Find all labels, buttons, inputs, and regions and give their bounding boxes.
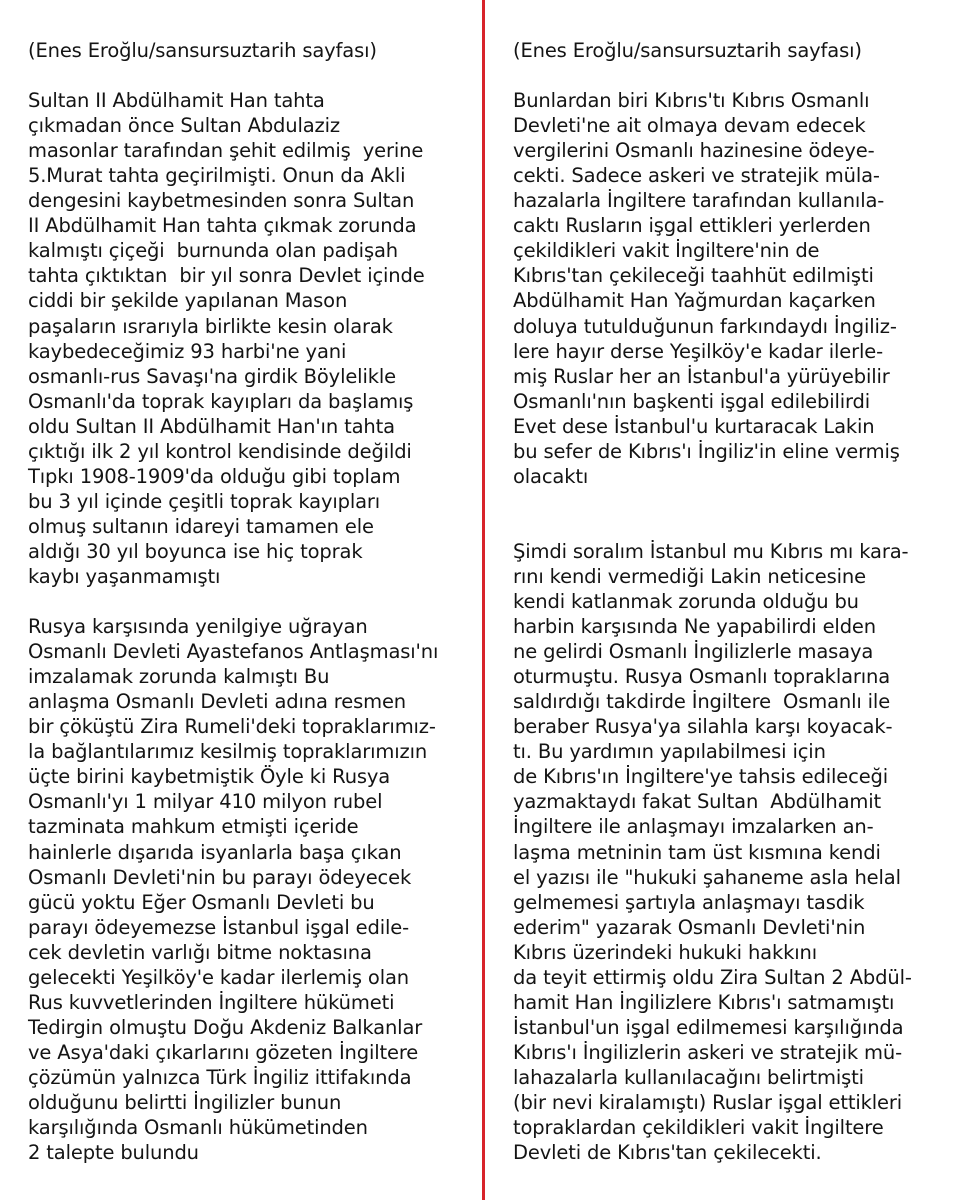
left-text-line: dengesini kaybetmesinden sonra Sultan [28, 189, 415, 213]
right-text-line: beraber Rusya'ya silahla karşı koyacak- [513, 715, 893, 739]
right-text-line: Kıbrıs üzerindeki hukuki hakkını [513, 940, 818, 964]
right-text-line [513, 489, 943, 514]
left-text-line: II Abdülhamit Han tahta çıkmak zorunda [28, 214, 417, 238]
left-text-line: imzalamak zorunda kalmıştı Bu [28, 665, 330, 689]
right-text-line: ne gelirdi Osmanlı İngilizlerle masaya [513, 640, 874, 664]
right-text-line: caktı Rusların işgal ettikleri yerlerden [513, 214, 871, 238]
right-text-line: de Kıbrıs'ın İngiltere'ye tahsis edileceği [513, 765, 889, 789]
left-text-line: Osmanlı'da toprak kayıpları da başlamış [28, 389, 414, 413]
left-text-line: ve Asya'daki çıkarlarını gözeten İngiltere [28, 1040, 419, 1064]
left-text-line: tazminata mahkum etmişti içeride [28, 815, 359, 839]
right-text-line: olacaktı [513, 464, 589, 488]
right-text-line: el yazısı ile "hukuki şahaneme asla helal [513, 865, 901, 889]
left-text-line: cek devletin varlığı bitme noktasına [28, 940, 372, 964]
right-text-line: Abdülhamit Han Yağmurdan kaçarken [513, 289, 876, 313]
column-divider [482, 0, 485, 1200]
right-text-line: Devleti'ne ait olmaya devam edecek [513, 114, 866, 138]
left-text-line: 2 talepte bulundu [28, 1141, 199, 1165]
right-column [513, 38, 943, 1165]
right-text-line: Devleti de Kıbrıs'tan çekilecekti. [513, 1141, 822, 1165]
right-text-line: hazalarla İngiltere tarafından kullanıla- [513, 189, 885, 213]
left-text-line [28, 63, 476, 88]
left-text-line: çıkmadan önce Sultan Abdulaziz [28, 114, 340, 138]
right-text-line: gelmemesi şartıyla anlaşmayı tasdik [513, 890, 865, 914]
left-body [28, 63, 476, 1165]
left-text-line: karşılığında Osmanlı hükümetinden [28, 1116, 368, 1140]
right-text-line: laşma metninin tam üst kısmına kendi [513, 840, 881, 864]
left-text-line: oldu Sultan II Abdülhamit Han'ın tahta [28, 414, 395, 438]
right-text-line: İstanbul'un işgal edilmemesi karşılığında [513, 1015, 904, 1039]
left-text-line: tahta çıktıktan bir yıl sonra Devlet içinde [28, 264, 425, 288]
right-text-line: Bunlardan biri Kıbrıs'tı Kıbrıs Osmanlı [513, 89, 870, 113]
left-text-line: 5.Murat tahta geçirilmişti. Onun da Akli [28, 164, 406, 188]
right-text-line: kendi katlanmak zorunda olduğu bu [513, 590, 859, 614]
right-text-line: harbin karşısında Ne yapabilirdi elden [513, 615, 876, 639]
right-text-line: topraklardan çekildikleri vakit İngiltere [513, 1116, 884, 1140]
right-text-line: Evet dese İstanbul'u kurtaracak Lakin [513, 414, 875, 438]
right-body [513, 63, 943, 1165]
right-text-line: çekildikleri vakit İngiltere'nin de [513, 239, 820, 263]
left-text-line: kalmıştı çiçeği burnunda olan padişah [28, 239, 398, 263]
left-text-line: aldığı 30 yıl boyunca ise hiç toprak [28, 539, 363, 563]
left-text-line: Tedirgin olmuştu Doğu Akdeniz Balkanlar [28, 1015, 423, 1039]
right-text-line: lahazalarla kullanılacağını belirtmişti [513, 1065, 864, 1089]
left-text-line: Osmanlı Devleti Ayastefanos Antlaşması'nı [28, 640, 439, 664]
left-text-line: parayı ödeyemezse İstanbul işgal edile- [28, 915, 410, 939]
right-text-line: yazmaktaydı fakat Sultan Abdülhamit [513, 790, 881, 814]
left-text-line: Tıpkı 1908-1909'da olduğu gibi toplam [28, 464, 401, 488]
right-text-line: tı. Bu yardımın yapılabilmesi için [513, 740, 826, 764]
right-text-line: lere hayır derse Yeşilköy'e kadar ilerle- [513, 339, 883, 363]
left-text-line: Osmanlı'yı 1 milyar 410 milyon rubel [28, 790, 383, 814]
right-text-line: vergilerini Osmanlı hazinesine ödeye- [513, 139, 875, 163]
right-text-line: oturmuştu. Rusya Osmanlı topraklarına [513, 665, 891, 689]
left-text-line: üçte birini kaybetmiştik Öyle ki Rusya [28, 765, 391, 789]
left-text-line: Rusya karşısında yenilgiye uğrayan [28, 615, 368, 639]
right-text-line: Kıbrıs'ı İngilizlerin askeri ve stratejik mü- [513, 1040, 902, 1064]
right-text-line: rını kendi vermediği Lakin neticesine [513, 564, 866, 588]
left-text-line: olmuş sultanın idareyi tamamen ele [28, 514, 374, 538]
right-text-line: Osmanlı'nın başkenti işgal edilebilirdi [513, 389, 871, 413]
left-text-line: paşaların ısrarıyla birlikte kesin olarak [28, 314, 393, 338]
left-header: (Enes Eroğlu/sansursuztarih sayfası) [28, 39, 377, 62]
right-text-line: İngiltere ile anlaşmayı imzalarken an- [513, 815, 874, 839]
right-text-line: miş Ruslar her an İstanbul'a yürüyebilir [513, 364, 890, 388]
left-text-line: çıktığı ilk 2 yıl kontrol kendisinde değildi [28, 439, 412, 463]
right-text-line: cekti. Sadece askeri ve stratejik müla- [513, 164, 880, 188]
left-text-line: kaybı yaşanmamıştı [28, 564, 221, 588]
left-text-line: Sultan II Abdülhamit Han tahta [28, 89, 325, 113]
left-text-line: anlaşma Osmanlı Devleti adına resmen [28, 690, 407, 714]
left-text-line: gelecekti Yeşilköy'e kadar ilerlemiş olan [28, 965, 409, 989]
right-text-line: Kıbrıs'tan çekileceği taahhüt edilmişti [513, 264, 874, 288]
right-text-line: bu sefer de Kıbrıs'ı İngiliz'in eline vermiş [513, 439, 900, 463]
left-text-line: osmanlı-rus Savaşı'na girdik Böylelikle [28, 364, 396, 388]
right-text-line [513, 514, 943, 539]
left-text-line: Rus kuvvetlerinden İngiltere hükümeti [28, 990, 395, 1014]
left-text-line: masonlar tarafından şehit edilmiş yerine [28, 139, 424, 163]
left-text-line: gücü yoktu Eğer Osmanlı Devleti bu [28, 890, 375, 914]
left-column [28, 38, 476, 1165]
right-text-line: Şimdi soralım İstanbul mu Kıbrıs mı kara- [513, 539, 909, 563]
right-text-line: saldırdığı takdirde İngiltere Osmanlı ile [513, 690, 891, 714]
right-header: (Enes Eroğlu/sansursuztarih sayfası) [513, 39, 862, 62]
left-text-line: Osmanlı Devleti'nin bu parayı ödeyecek [28, 865, 412, 889]
right-text-line [513, 63, 943, 88]
left-text-line: hainlerle dışarıda isyanlarla başa çıkan [28, 840, 402, 864]
right-text-line: da teyit ettirmiş oldu Zira Sultan 2 Abdül- [513, 965, 912, 989]
right-text-line: (bir nevi kiralamıştı) Ruslar işgal ettikleri [513, 1090, 903, 1114]
right-text-line: doluya tutulduğunun farkındaydı İngiliz- [513, 314, 897, 338]
left-text-line: olduğunu belirtti İngilizler bunun [28, 1090, 342, 1114]
left-text-line: bu 3 yıl içinde çeşitli toprak kayıpları [28, 489, 381, 513]
left-text-line: çözümün yalnızca Türk İngiliz ittifakında [28, 1065, 412, 1089]
left-text-line: bir çöküştü Zira Rumeli'deki topraklarımız- [28, 715, 436, 739]
left-text-line: kaybedeceğimiz 93 harbi'ne yani [28, 339, 347, 363]
left-text-line: ciddi bir şekilde yapılanan Mason [28, 289, 348, 313]
left-text-line [28, 589, 476, 614]
right-text-line: ederim" yazarak Osmanlı Devleti'nin [513, 915, 866, 939]
right-text-line: hamit Han İngilizlere Kıbrıs'ı satmamıştı [513, 990, 895, 1014]
left-text-line: la bağlantılarımız kesilmiş topraklarımızın [28, 740, 428, 764]
